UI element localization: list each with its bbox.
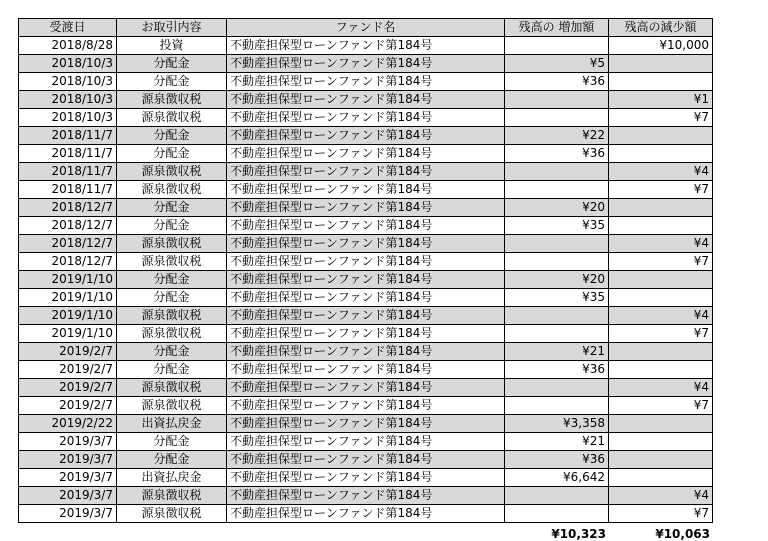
cell-transaction-type: 源泉徴収税 [117, 109, 227, 127]
cell-fund-name: 不動産担保型ローンファンド第184号 [227, 73, 505, 91]
cell-increase: ¥22 [505, 127, 609, 145]
cell-date: 2019/3/7 [19, 469, 117, 487]
cell-decrease [609, 361, 713, 379]
cell-increase: ¥20 [505, 199, 609, 217]
cell-decrease [609, 289, 713, 307]
cell-decrease: ¥4 [609, 487, 713, 505]
header-balance-decrease: 残高の減少額 [609, 19, 713, 37]
cell-fund-name: 不動産担保型ローンファンド第184号 [227, 37, 505, 55]
cell-increase: ¥35 [505, 289, 609, 307]
cell-increase [505, 37, 609, 55]
cell-fund-name: 不動産担保型ローンファンド第184号 [227, 199, 505, 217]
cell-transaction-type: 分配金 [117, 73, 227, 91]
cell-transaction-type: 分配金 [117, 271, 227, 289]
cell-fund-name: 不動産担保型ローンファンド第184号 [227, 163, 505, 181]
table-row [19, 487, 713, 505]
cell-date: 2019/1/10 [19, 307, 117, 325]
cell-fund-name: 不動産担保型ローンファンド第184号 [227, 433, 505, 451]
cell-increase: ¥21 [505, 433, 609, 451]
cell-transaction-type: 分配金 [117, 145, 227, 163]
cell-transaction-type: 源泉徴収税 [117, 253, 227, 271]
transaction-table [18, 18, 713, 523]
cell-transaction-type: 投資 [117, 37, 227, 55]
cell-fund-name: 不動産担保型ローンファンド第184号 [227, 55, 505, 73]
cell-date: 2018/11/7 [19, 145, 117, 163]
cell-decrease [609, 451, 713, 469]
table-row [19, 415, 713, 433]
cell-date: 2019/2/7 [19, 361, 117, 379]
cell-date: 2019/3/7 [19, 505, 117, 523]
cell-decrease [609, 127, 713, 145]
cell-fund-name: 不動産担保型ローンファンド第184号 [227, 109, 505, 127]
cell-decrease: ¥7 [609, 181, 713, 199]
cell-fund-name: 不動産担保型ローンファンド第184号 [227, 217, 505, 235]
table-row [19, 379, 713, 397]
table-row [19, 469, 713, 487]
cell-increase: ¥35 [505, 217, 609, 235]
table-row [19, 199, 713, 217]
cell-transaction-type: 出資払戻金 [117, 415, 227, 433]
cell-decrease [609, 73, 713, 91]
cell-increase: ¥36 [505, 451, 609, 469]
cell-fund-name: 不動産担保型ローンファンド第184号 [227, 343, 505, 361]
cell-date: 2018/11/7 [19, 163, 117, 181]
cell-transaction-type: 源泉徴収税 [117, 379, 227, 397]
cell-fund-name: 不動産担保型ローンファンド第184号 [227, 253, 505, 271]
cell-increase: ¥36 [505, 73, 609, 91]
cell-increase [505, 109, 609, 127]
cell-increase [505, 181, 609, 199]
table-row [19, 505, 713, 523]
table-row [19, 433, 713, 451]
cell-increase: ¥36 [505, 145, 609, 163]
cell-decrease: ¥7 [609, 253, 713, 271]
cell-transaction-type: 分配金 [117, 199, 227, 217]
cell-date: 2019/1/10 [19, 289, 117, 307]
cell-increase: ¥6,642 [505, 469, 609, 487]
cell-date: 2018/10/3 [19, 91, 117, 109]
cell-increase [505, 487, 609, 505]
cell-fund-name: 不動産担保型ローンファンド第184号 [227, 145, 505, 163]
cell-fund-name: 不動産担保型ローンファンド第184号 [227, 289, 505, 307]
table-row [19, 253, 713, 271]
cell-fund-name: 不動産担保型ローンファンド第184号 [227, 379, 505, 397]
cell-fund-name: 不動産担保型ローンファンド第184号 [227, 397, 505, 415]
cell-fund-name: 不動産担保型ローンファンド第184号 [227, 505, 505, 523]
cell-transaction-type: 源泉徴収税 [117, 181, 227, 199]
cell-increase [505, 163, 609, 181]
cell-date: 2019/2/7 [19, 343, 117, 361]
cell-decrease: ¥7 [609, 505, 713, 523]
cell-date: 2018/10/3 [19, 109, 117, 127]
cell-increase [505, 505, 609, 523]
cell-date: 2018/12/7 [19, 199, 117, 217]
cell-date: 2019/1/10 [19, 271, 117, 289]
cell-transaction-type: 源泉徴収税 [117, 235, 227, 253]
cell-transaction-type: 源泉徴収税 [117, 487, 227, 505]
table-row [19, 343, 713, 361]
cell-decrease [609, 469, 713, 487]
cell-date: 2019/3/7 [19, 487, 117, 505]
cell-fund-name: 不動産担保型ローンファンド第184号 [227, 181, 505, 199]
cell-decrease [609, 55, 713, 73]
table-row [19, 91, 713, 109]
cell-transaction-type: 分配金 [117, 451, 227, 469]
cell-transaction-type: 源泉徴収税 [117, 163, 227, 181]
cell-decrease [609, 145, 713, 163]
cell-fund-name: 不動産担保型ローンファンド第184号 [227, 127, 505, 145]
header-balance-increase: 残高の 増加額 [505, 19, 609, 37]
cell-decrease: ¥4 [609, 163, 713, 181]
cell-transaction-type: 分配金 [117, 55, 227, 73]
header-date: 受渡日 [19, 19, 117, 37]
cell-decrease [609, 217, 713, 235]
table-row [19, 307, 713, 325]
table-row [19, 289, 713, 307]
cell-transaction-type: 源泉徴収税 [117, 325, 227, 343]
cell-transaction-type: 源泉徴収税 [117, 91, 227, 109]
cell-fund-name: 不動産担保型ローンファンド第184号 [227, 361, 505, 379]
cell-date: 2019/2/7 [19, 397, 117, 415]
table-row [19, 361, 713, 379]
cell-transaction-type: 源泉徴収税 [117, 307, 227, 325]
cell-decrease: ¥7 [609, 325, 713, 343]
cell-transaction-type: 分配金 [117, 217, 227, 235]
cell-decrease: ¥4 [609, 235, 713, 253]
cell-decrease [609, 343, 713, 361]
cell-transaction-type: 出資払戻金 [117, 469, 227, 487]
cell-increase [505, 397, 609, 415]
cell-date: 2018/10/3 [19, 73, 117, 91]
cell-decrease [609, 271, 713, 289]
cell-increase [505, 253, 609, 271]
cell-date: 2018/12/7 [19, 217, 117, 235]
cell-fund-name: 不動産担保型ローンファンド第184号 [227, 91, 505, 109]
cell-transaction-type: 分配金 [117, 361, 227, 379]
table-row [19, 109, 713, 127]
table-row [19, 271, 713, 289]
header-fund-name: ファンド名 [227, 19, 505, 37]
table-row [19, 55, 713, 73]
cell-date: 2019/2/22 [19, 415, 117, 433]
totals-row [502, 527, 714, 541]
cell-date: 2018/11/7 [19, 181, 117, 199]
cell-fund-name: 不動産担保型ローンファンド第184号 [227, 235, 505, 253]
table-row [19, 397, 713, 415]
cell-increase [505, 325, 609, 343]
table-row [19, 325, 713, 343]
cell-decrease: ¥7 [609, 109, 713, 127]
table-row [19, 451, 713, 469]
cell-fund-name: 不動産担保型ローンファンド第184号 [227, 325, 505, 343]
total-increase: ¥10,323 [551, 527, 606, 541]
cell-date: 2019/3/7 [19, 433, 117, 451]
cell-fund-name: 不動産担保型ローンファンド第184号 [227, 451, 505, 469]
header-row [19, 19, 713, 37]
cell-decrease: ¥7 [609, 397, 713, 415]
cell-date: 2018/12/7 [19, 253, 117, 271]
cell-increase: ¥5 [505, 55, 609, 73]
cell-date: 2019/2/7 [19, 379, 117, 397]
table-row [19, 217, 713, 235]
cell-date: 2018/10/3 [19, 55, 117, 73]
cell-increase: ¥21 [505, 343, 609, 361]
cell-fund-name: 不動産担保型ローンファンド第184号 [227, 415, 505, 433]
cell-decrease [609, 199, 713, 217]
cell-decrease [609, 433, 713, 451]
table-row [19, 127, 713, 145]
table-row [19, 37, 713, 55]
table-row [19, 235, 713, 253]
table-row [19, 181, 713, 199]
table-row [19, 163, 713, 181]
cell-increase [505, 379, 609, 397]
cell-fund-name: 不動産担保型ローンファンド第184号 [227, 307, 505, 325]
cell-date: 2019/3/7 [19, 451, 117, 469]
total-decrease: ¥10,063 [655, 527, 710, 541]
cell-increase: ¥20 [505, 271, 609, 289]
cell-decrease [609, 415, 713, 433]
cell-decrease: ¥4 [609, 307, 713, 325]
header-transaction-type: お取引内容 [117, 19, 227, 37]
cell-increase [505, 307, 609, 325]
cell-transaction-type: 分配金 [117, 433, 227, 451]
cell-date: 2018/8/28 [19, 37, 117, 55]
cell-decrease: ¥10,000 [609, 37, 713, 55]
cell-transaction-type: 分配金 [117, 127, 227, 145]
cell-increase [505, 235, 609, 253]
cell-date: 2019/1/10 [19, 325, 117, 343]
cell-transaction-type: 分配金 [117, 289, 227, 307]
cell-date: 2018/11/7 [19, 127, 117, 145]
cell-increase [505, 91, 609, 109]
cell-transaction-type: 源泉徴収税 [117, 505, 227, 523]
cell-fund-name: 不動産担保型ローンファンド第184号 [227, 271, 505, 289]
cell-fund-name: 不動産担保型ローンファンド第184号 [227, 487, 505, 505]
cell-decrease: ¥1 [609, 91, 713, 109]
table-row [19, 145, 713, 163]
cell-date: 2018/12/7 [19, 235, 117, 253]
cell-transaction-type: 分配金 [117, 343, 227, 361]
cell-decrease: ¥4 [609, 379, 713, 397]
table-row [19, 73, 713, 91]
cell-fund-name: 不動産担保型ローンファンド第184号 [227, 469, 505, 487]
cell-increase: ¥3,358 [505, 415, 609, 433]
cell-transaction-type: 源泉徴収税 [117, 397, 227, 415]
cell-increase: ¥36 [505, 361, 609, 379]
